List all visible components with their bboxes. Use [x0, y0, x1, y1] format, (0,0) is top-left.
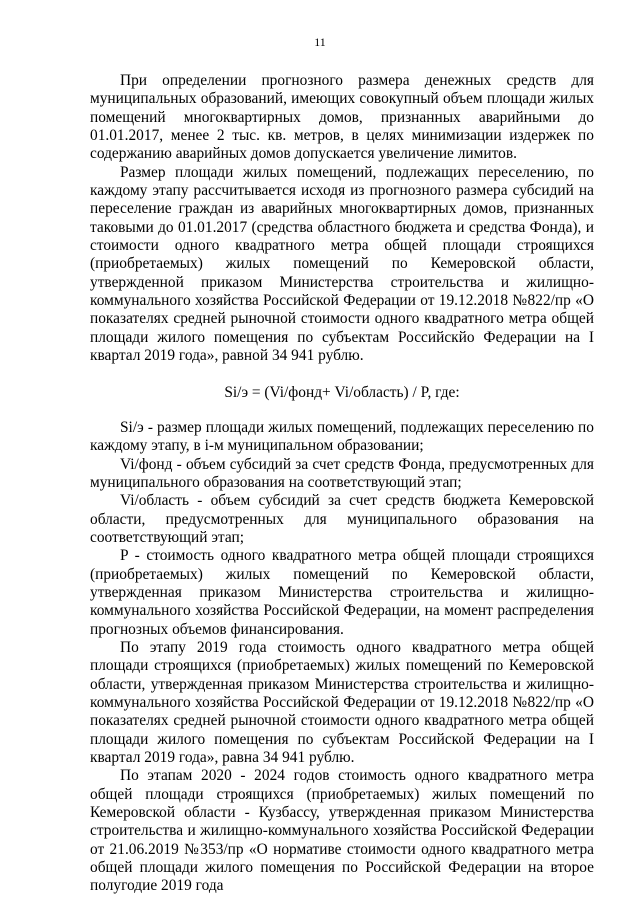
- definition-vi-region: Vi/область - объем субсидий за счет средств бюджета Кемеровской области, предусмотренных для муниципального образования на соответствующий этап;: [90, 492, 594, 546]
- paragraph-stage-2019: По этапу 2019 года стоимость одного квадратного метра общей площади строящихся (приобретаемых) жилых помещений по Кемеровской области, утвержденная приказом Министерства строительства и жилищно-коммунального хозяйства Российской Федерации от 19.12.2018 №822/пр «О показателях средней рыночной стоимости одного квадратного метра общей площади жилого помещения по субъектам Российской Федерации на I квартал 2019 года», равна 34 941 рублю.: [90, 638, 594, 767]
- definition-p: P - стоимость одного квадратного метра общей площади строящихся (приобретаемых) жилых помещений по Кемеровской области, утвержденная приказом Министерства строительства и жилищно-коммунального хозяйства Российской Федерации, на момент распределения прогнозных объемов финансирования.: [90, 547, 594, 638]
- document-body: [90, 72, 594, 896]
- formula: Si/э = (Vi/фонд+ Vi/область) / P, где:: [224, 383, 460, 401]
- paragraph-limits-increase: При определении прогнозного размера денежных средств для муниципальных образований, имеющих совокупный объем площади жилых помещений многоквартирных домов, признанных аварийными до 01.01.2017, менее 2 тыс. кв. метров, в целях минимизации издержек по содержанию аварийных домов допускается увеличение лимитов.: [90, 72, 594, 163]
- paragraph-stages-2020-2024: По этапам 2020 - 2024 годов стоимость одного квадратного метра общей площади строящихся (приобретаемых) жилых помещений по Кемеровской области - Кузбассу, утвержденная приказом Министерства строительства и жилищно-коммунального хозяйства Российской Федерации от 21.06.2019 №353/пр «О нормативе стоимости одного квадратного метра общей площади жилого помещения по Российской Федерации на второе полугодие 2019 года: [90, 767, 594, 895]
- definition-si: Si/э - размер площади жилых помещений, подлежащих переселению по каждому этапу, в i-м муниципальном образовании;: [90, 418, 594, 455]
- definition-vi-fund: Vi/фонд - объем субсидий за счет средств Фонда, предусмотренных для муниципального образования на соответствующий этап;: [90, 455, 594, 491]
- page-number: 11: [314, 35, 326, 49]
- paragraph-area-calculation: Размер площади жилых помещений, подлежащих переселению, по каждому этапу рассчитывается исходя из прогнозного размера субсидий на переселение граждан из аварийных многоквартирных домов, признанных таковыми до 01.01.2017 (средства областного бюджета и средства Фонда), и стоимости одного квадратного метра общей площади строящихся (приобретаемых) жилых помещений по Кемеровской области, утвержденной приказом Министерства строительства и жилищно-коммунального хозяйства Российской Федерации от 19.12.2018 №822/пр «О показателях средней рыночной стоимости одного квадратного метра общей площади жилого помещения по субъектам Российскйо Федерации на I квартал 2019 года», равной 34 941 рублю.: [90, 163, 594, 365]
